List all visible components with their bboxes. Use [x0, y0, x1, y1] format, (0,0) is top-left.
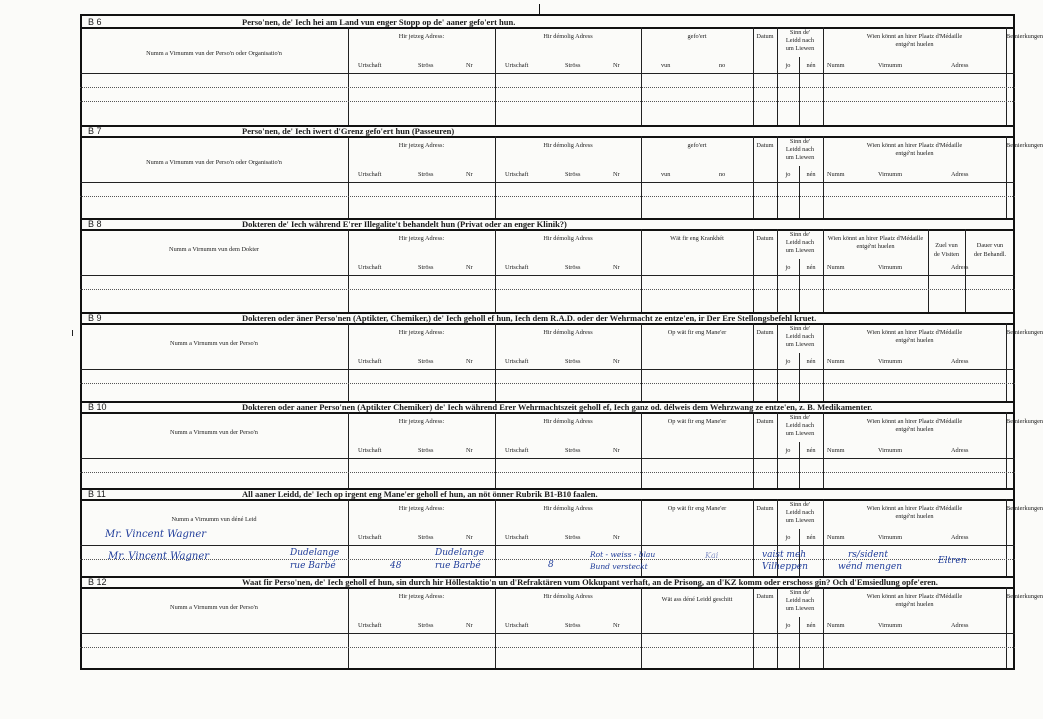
- from-label: vun: [661, 62, 671, 69]
- old-address-header: Hir démolig Adress: [543, 593, 593, 600]
- medal-recipient-header-2: entgé'nt huelen: [895, 41, 934, 48]
- entry-row-line: [80, 647, 1015, 648]
- stross-label: Ströss: [565, 171, 581, 178]
- b11-recipient-a: vaist meh: [762, 550, 807, 560]
- section-title-rule: [80, 323, 1015, 325]
- name-column-header: Numm a Virnumm vun der Perso'n: [170, 429, 258, 436]
- name-column-header: Numm a Virnumm vun der Perso'n oder Organisatio'n: [146, 50, 282, 57]
- column4-header: Op wät fir eng Mane'er: [667, 505, 727, 512]
- virnumm-label: Virnumm: [878, 62, 903, 69]
- entry-row-line: [80, 87, 1015, 88]
- nr-label: Nr: [613, 264, 620, 271]
- medal-recipient-header-2: entgé'nt huelen: [895, 150, 934, 157]
- name-column-header: Numm a Virnumm vun déné Leid: [171, 516, 257, 523]
- entry-row-line: [80, 383, 1015, 384]
- header-bottom-rule: [80, 369, 1015, 370]
- urtschaft-label: Urtschaft: [505, 447, 529, 454]
- datum-header: Datum: [756, 142, 774, 149]
- numm-label: Numm: [827, 62, 845, 69]
- duration-header-2: der Behandl.: [973, 251, 1007, 258]
- stross-label: Ströss: [565, 447, 581, 454]
- numm-label: Numm: [827, 171, 845, 178]
- header-bottom-rule: [80, 458, 1015, 459]
- name-column-header: Numm a Virnumm vun der Perso'n: [170, 604, 258, 611]
- section-b8: [80, 218, 1015, 312]
- virnumm-label: Virnumm: [878, 171, 903, 178]
- stross-label: Ströss: [565, 62, 581, 69]
- stross-label: Ströss: [565, 358, 581, 365]
- current-address-header: Hir jetzeg Adress:: [398, 235, 445, 242]
- b11-date: Kai: [705, 551, 719, 560]
- virnumm-label: Virnumm: [878, 447, 903, 454]
- remarks-header: Bemierkungen: [1006, 505, 1043, 512]
- old-address-header: Hir démolig Adress: [543, 142, 593, 149]
- current-address-header: Hir jetzeg Adress:: [398, 505, 445, 512]
- section-b6: [80, 16, 1043, 125]
- alive-header-1: Sinn de': [789, 325, 811, 332]
- nen-label: nén: [806, 171, 816, 178]
- b11-old-address-street: rue Barbé: [435, 561, 481, 571]
- stross-label: Ströss: [565, 534, 581, 541]
- section-code: B 9: [88, 313, 102, 323]
- adress-label: Adress: [951, 62, 969, 69]
- header-bottom-rule: [80, 182, 1015, 183]
- section-title: Dokteren oder aaner Perso'nen (Aptikter Chemiker) de' Iech während Erer Wehrmachtszeit geholl ef, Iech ganz od. délweis dem Wehrzwang ze entze'en, z. B. Medikamenter.: [242, 402, 873, 412]
- duration-header-1: Dauer vun: [976, 242, 1004, 249]
- urtschaft-label: Urtschaft: [505, 264, 529, 271]
- nr-label: Nr: [466, 534, 473, 541]
- stross-label: Ströss: [565, 264, 581, 271]
- section-title: All aaner Leidd, de' Iech op irgent eng Mane'er geholl ef hun, an nöt önner Rubrik B1-B10 faalen.: [242, 489, 598, 499]
- b11-recipient-c: rs/sident: [848, 550, 888, 560]
- medal-recipient-header-2: entgé'nt huelen: [895, 601, 934, 608]
- nr-label: Nr: [613, 534, 620, 541]
- medal-recipient-header-2: entgé'nt huelen: [895, 513, 934, 520]
- current-address-header: Hir jetzeg Adress:: [398, 142, 445, 149]
- alive-header-2: Leidd nach: [785, 239, 815, 246]
- column4-header: Op wät fir eng Mane'er: [667, 418, 727, 425]
- urtschaft-label: Urtschaft: [505, 358, 529, 365]
- alive-header-1: Sinn de': [789, 501, 811, 508]
- nen-label: nén: [806, 62, 816, 69]
- alive-header-1: Sinn de': [789, 138, 811, 145]
- section-title-rule: [80, 499, 1015, 501]
- alive-header-2: Leidd nach: [785, 597, 815, 604]
- adress-label: Adress: [951, 447, 969, 454]
- stross-label: Ströss: [418, 358, 434, 365]
- numm-label: Numm: [827, 264, 845, 271]
- column-divider: [641, 27, 642, 125]
- datum-header: Datum: [756, 505, 774, 512]
- datum-header: Datum: [756, 33, 774, 40]
- adress-label: Adress: [951, 622, 969, 629]
- adress-label: Adress: [951, 358, 969, 365]
- urtschaft-label: Urtschaft: [358, 62, 382, 69]
- old-address-header: Hir démolig Adress: [543, 329, 593, 336]
- entry-row-line: [80, 101, 1015, 102]
- nr-label: Nr: [466, 62, 473, 69]
- b11-current-address-town: Dudelange: [290, 548, 340, 558]
- header-bottom-rule: [80, 73, 1015, 74]
- section-b10: [80, 401, 1043, 488]
- numm-label: Numm: [827, 622, 845, 629]
- datum-header: Datum: [756, 418, 774, 425]
- old-address-header: Hir démolig Adress: [543, 505, 593, 512]
- column4-header: gefo'ert: [687, 142, 707, 149]
- nr-label: Nr: [466, 622, 473, 629]
- alive-header-3: um Liewen: [785, 517, 815, 524]
- medal-recipient-header-1: Wien könnt an hirer Plaatz d'Médaille: [866, 593, 963, 600]
- b11-current-address-nr: 48: [390, 561, 402, 571]
- urtschaft-label: Urtschaft: [505, 534, 529, 541]
- urtschaft-label: Urtschaft: [358, 171, 382, 178]
- urtschaft-label: Urtschaft: [505, 62, 529, 69]
- b11-remark: Eltren: [938, 556, 967, 566]
- from-label: vun: [661, 171, 671, 178]
- current-address-header: Hir jetzeg Adress:: [398, 593, 445, 600]
- alive-header-1: Sinn de': [789, 231, 811, 238]
- datum-header: Datum: [756, 235, 774, 242]
- numm-label: Numm: [827, 447, 845, 454]
- nen-label: nén: [806, 622, 816, 629]
- column-divider: [1006, 27, 1007, 125]
- b11-old-address-town: Dudelange: [435, 548, 485, 558]
- urtschaft-label: Urtschaft: [358, 534, 382, 541]
- urtschaft-label: Urtschaft: [358, 622, 382, 629]
- adress-label: Adress: [951, 534, 969, 541]
- alive-header-1: Sinn de': [789, 414, 811, 421]
- section-code: B 12: [88, 577, 107, 587]
- remarks-header: Bemierkungen: [1006, 593, 1043, 600]
- jo-label: jo: [785, 62, 791, 69]
- nr-label: Nr: [613, 62, 620, 69]
- medal-recipient-header-1: Wien könnt an hirer Plaatz d'Médaille: [866, 142, 963, 149]
- section-title-rule: [80, 587, 1015, 589]
- nen-label: nén: [806, 447, 816, 454]
- alive-header-2: Leidd nach: [785, 37, 815, 44]
- nr-label: Nr: [466, 358, 473, 365]
- alive-header-3: um Liewen: [785, 430, 815, 437]
- urtschaft-label: Urtschaft: [505, 171, 529, 178]
- nr-label: Nr: [466, 171, 473, 178]
- alive-header-1: Sinn de': [789, 29, 811, 36]
- entry-row-line: [80, 472, 1015, 473]
- stross-label: Ströss: [418, 447, 434, 454]
- header-bottom-rule: [80, 633, 1015, 634]
- remarks-header: Bemierkungen: [1006, 418, 1043, 425]
- b11-old-address-nr: 8: [548, 560, 554, 570]
- section-code: B 10: [88, 402, 107, 412]
- nr-label: Nr: [613, 171, 620, 178]
- urtschaft-label: Urtschaft: [505, 622, 529, 629]
- remarks-header: Bemierkungen: [1006, 329, 1043, 336]
- medal-recipient-header-2: entgé'nt huelen: [895, 426, 934, 433]
- remarks-header: Bemierkungen: [1006, 142, 1043, 149]
- medal-recipient-header-1: Wien könnt an hirer Plaatz d'Médaille: [866, 33, 963, 40]
- section-b9: [80, 312, 1043, 401]
- alive-header-2: Leidd nach: [785, 333, 815, 340]
- jo-label: jo: [785, 622, 791, 629]
- virnumm-label: Virnumm: [878, 622, 903, 629]
- section-code: B 8: [88, 219, 102, 229]
- section-title-rule: [80, 136, 1015, 138]
- column4-header: Wät fir eng Krankhét: [670, 235, 724, 242]
- virnumm-label: Virnumm: [878, 534, 903, 541]
- stross-label: Ströss: [418, 171, 434, 178]
- section-code: B 11: [88, 489, 106, 499]
- section-code: B 7: [88, 126, 102, 136]
- stross-label: Ströss: [418, 264, 434, 271]
- column4-header: Op wät fir eng Mane'er: [667, 329, 727, 336]
- alive-header-3: um Liewen: [785, 45, 815, 52]
- to-label: no: [719, 171, 726, 178]
- medal-recipient-header-1: Wien könnt an hirer Plaatz d'Médaille: [866, 329, 963, 336]
- name-column-header: Numm a Virnumm vun der Perso'n: [170, 340, 258, 347]
- old-address-header: Hir démolig Adress: [543, 33, 593, 40]
- medal-recipient-header-2: entgé'nt huelen: [856, 243, 895, 250]
- remarks-header: Bemierkungen: [1006, 33, 1043, 40]
- alive-header-3: um Liewen: [785, 605, 815, 612]
- section-title: Perso'nen, de' Iech hei am Land vun enger Stopp op de' aaner gefo'ert hun.: [242, 17, 516, 27]
- stross-label: Ströss: [418, 62, 434, 69]
- entry-row-line: [80, 196, 1015, 197]
- adress-label: Adress: [951, 264, 969, 271]
- b11-current-address-street: rue Barbé: [290, 561, 336, 571]
- alive-header-3: um Liewen: [785, 154, 815, 161]
- b11-manner-line1: Rot - weiss - blau: [590, 550, 656, 559]
- alive-header-2: Leidd nach: [785, 146, 815, 153]
- column4-header: gefo'ert: [687, 33, 707, 40]
- virnumm-label: Virnumm: [878, 358, 903, 365]
- name-column-header: Numm a Virnumm vun der Perso'n oder Organisatio'n: [146, 159, 282, 166]
- stross-label: Ströss: [565, 622, 581, 629]
- medal-recipient-header-1: Wien könnt an hirer Plaatz d'Médaille: [827, 235, 924, 242]
- urtschaft-label: Urtschaft: [358, 264, 382, 271]
- nen-label: nén: [806, 264, 816, 271]
- stross-label: Ströss: [418, 622, 434, 629]
- section-b7: [80, 125, 1043, 218]
- nen-label: nén: [806, 534, 816, 541]
- column-divider: [753, 27, 754, 125]
- column4-header: Wät ass déné Leidd geschitt: [661, 596, 733, 603]
- header-bottom-rule: [80, 275, 1015, 276]
- column-divider: [348, 27, 349, 125]
- alive-header-2: Leidd nach: [785, 509, 815, 516]
- b11-handwritten-name-2: Mr. Vincent Wagner: [108, 551, 210, 562]
- b11-recipient-b: Vilheppen: [762, 562, 808, 572]
- nen-label: nén: [806, 358, 816, 365]
- alive-header-3: um Liewen: [785, 247, 815, 254]
- nr-label: Nr: [613, 447, 620, 454]
- section-top-rule: [80, 125, 1015, 127]
- to-label: no: [719, 62, 726, 69]
- b11-manner-line2: Bund versteckt: [590, 562, 648, 571]
- section-title: Dokteren oder äner Perso'nen (Aptikter, Chemiker,) de' Iech geholl ef hun, Iech dem R.A.D. oder der Wehrmacht ze entze'en, ir Der Ere Stellongsbefehl kruet.: [242, 313, 817, 323]
- section-title: Dokteren de' Iech während E'rer Illegalite't behandelt hun (Privat oder an enger Klinik?): [242, 219, 567, 229]
- jo-label: jo: [785, 534, 791, 541]
- jo-label: jo: [785, 171, 791, 178]
- b11-handwritten-name-1: Mr. Vincent Wagner: [105, 529, 207, 540]
- datum-header: Datum: [756, 593, 774, 600]
- alive-header-1: Sinn de': [789, 589, 811, 596]
- visits-header-1: Zuel vun: [935, 242, 958, 249]
- entry-row-line: [80, 289, 1015, 290]
- nr-label: Nr: [466, 264, 473, 271]
- adress-label: Adress: [951, 171, 969, 178]
- nr-label: Nr: [613, 622, 620, 629]
- jo-label: jo: [785, 447, 791, 454]
- nr-label: Nr: [466, 447, 473, 454]
- urtschaft-label: Urtschaft: [358, 358, 382, 365]
- section-title-rule: [80, 412, 1015, 414]
- left-margin-mark: [72, 330, 73, 336]
- section-b12: [80, 576, 1043, 668]
- section-title-rule: [80, 27, 1015, 29]
- stross-label: Ströss: [418, 534, 434, 541]
- current-address-header: Hir jetzeg Adress:: [398, 418, 445, 425]
- numm-label: Numm: [827, 358, 845, 365]
- name-column-header: Numm a Virnumm vun dem Dokter: [169, 246, 259, 253]
- b11-recipient-d: wénd mengen: [838, 562, 902, 572]
- current-address-header: Hir jetzeg Adress:: [398, 33, 445, 40]
- header-bottom-rule: [80, 545, 1015, 546]
- top-tick-mark: [539, 4, 540, 14]
- medal-recipient-header-1: Wien könnt an hirer Plaatz d'Médaille: [866, 505, 963, 512]
- old-address-header: Hir démolig Adress: [543, 418, 593, 425]
- datum-header: Datum: [756, 329, 774, 336]
- section-title-rule: [80, 229, 1015, 231]
- section-title: Perso'nen, de' Iech iwert d'Grenz gefo'ert hun (Passeuren): [242, 126, 455, 136]
- jo-label: jo: [785, 264, 791, 271]
- medal-recipient-header-2: entgé'nt huelen: [895, 337, 934, 344]
- alive-header-3: um Liewen: [785, 341, 815, 348]
- section-title: Waat fir Perso'nen, de' Iech geholl ef hun, sin durch hir Höllestaktio'n un d'Refraktären vum Okkupant verhaft, an de Prisong, an d'KZ komm oder erschoss gin? Och d'Emsiedlung opfe'eren.: [242, 577, 938, 587]
- old-address-header: Hir démolig Adress: [543, 235, 593, 242]
- alive-header-2: Leidd nach: [785, 422, 815, 429]
- jo-label: jo: [785, 358, 791, 365]
- nr-label: Nr: [613, 358, 620, 365]
- section-code: B 6: [88, 17, 102, 27]
- medal-recipient-header-1: Wien könnt an hirer Plaatz d'Médaille: [866, 418, 963, 425]
- column-divider: [495, 27, 496, 125]
- visits-header-2: de Visiten: [933, 251, 960, 258]
- virnumm-label: Virnumm: [878, 264, 903, 271]
- numm-label: Numm: [827, 534, 845, 541]
- urtschaft-label: Urtschaft: [358, 447, 382, 454]
- current-address-header: Hir jetzeg Adress:: [398, 329, 445, 336]
